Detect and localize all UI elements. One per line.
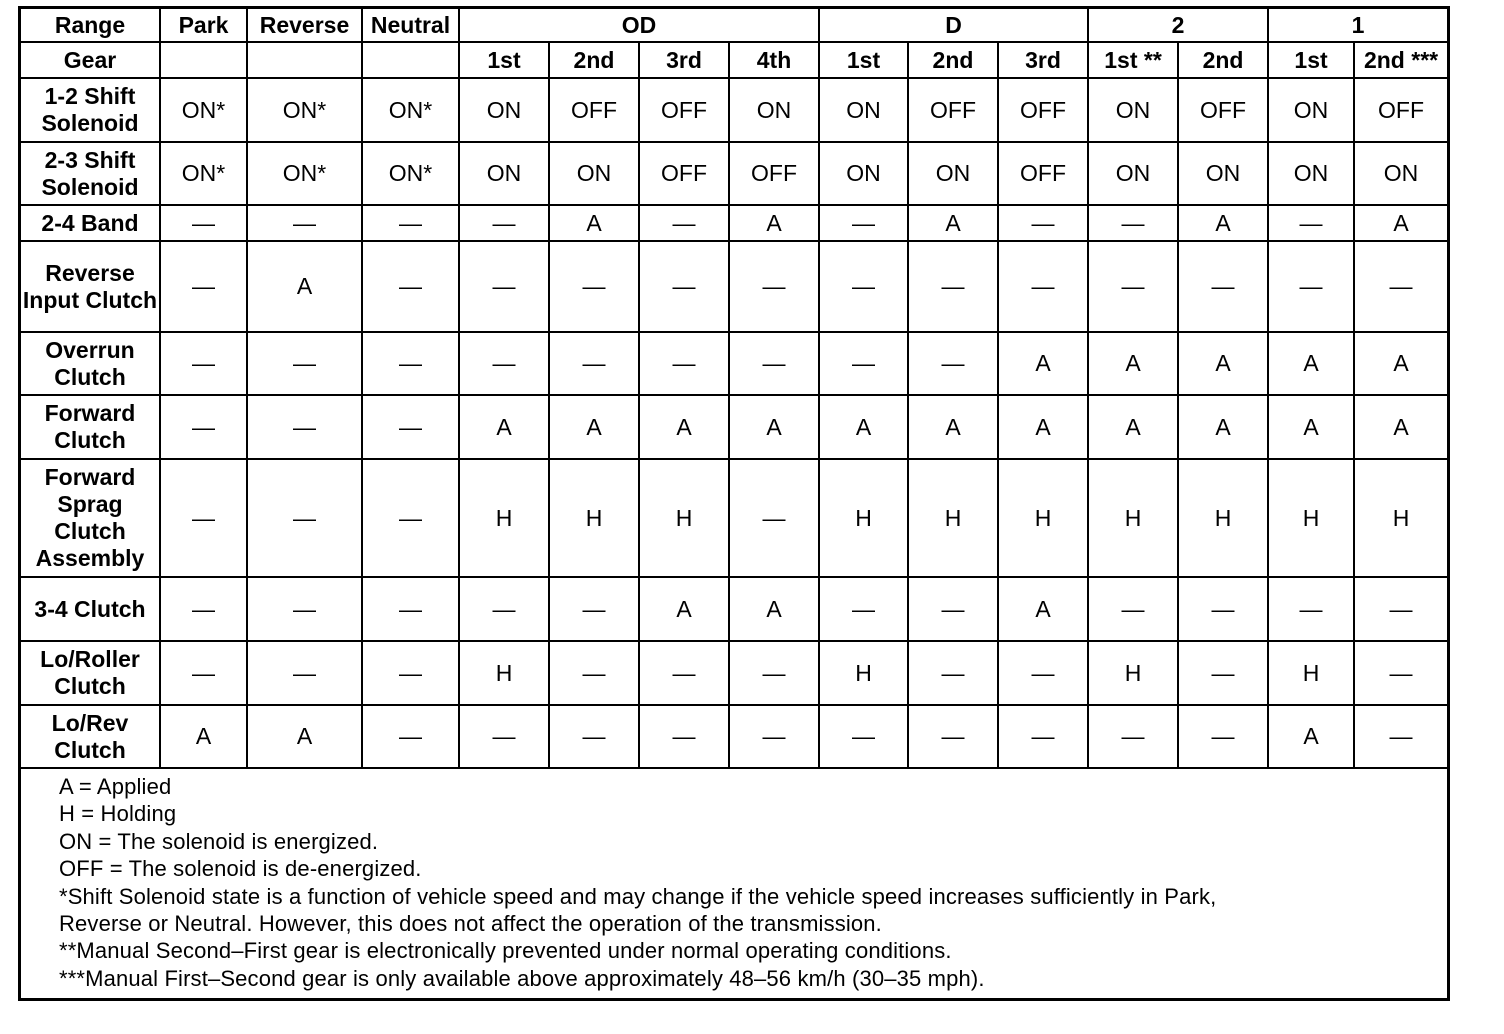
table-row <box>21 332 1447 395</box>
table-row <box>21 705 1447 768</box>
table-cell: A <box>729 577 819 641</box>
table-cell: H <box>1268 641 1354 705</box>
table-cell: ON* <box>247 142 362 205</box>
table-cell: — <box>639 705 729 768</box>
table-cell: H <box>1088 641 1178 705</box>
table-cell: OFF <box>998 142 1088 205</box>
table-cell: — <box>1354 241 1447 332</box>
table-cell: — <box>908 577 998 641</box>
table-cell: ON <box>549 142 639 205</box>
gear-header-cell <box>247 42 362 78</box>
table-row <box>21 142 1447 205</box>
table-cell: A <box>1268 705 1354 768</box>
table-cell: — <box>998 641 1088 705</box>
gear-header-cell: 4th <box>729 42 819 78</box>
table-cell: A <box>998 577 1088 641</box>
range-header-cell: OD <box>459 9 819 42</box>
table-cell: ON* <box>362 78 459 142</box>
table-cell: ON <box>1178 142 1268 205</box>
gear-header-cell: 2nd <box>908 42 998 78</box>
note-line: **Manual Second–First gear is electronically prevented under normal operating conditions. <box>59 938 952 964</box>
table-cell: H <box>459 459 549 577</box>
table-cell: — <box>362 459 459 577</box>
table-cell: — <box>819 332 908 395</box>
table-row <box>21 577 1447 641</box>
table-cell: A <box>1088 395 1178 459</box>
table-cell: — <box>729 641 819 705</box>
table-cell: A <box>908 205 998 241</box>
gear-header-cell: 2nd *** <box>1354 42 1447 78</box>
table-cell: H <box>1088 459 1178 577</box>
row-label: 3-4 Clutch <box>21 577 160 641</box>
table-cell: ON <box>459 78 549 142</box>
table-cell: ON <box>459 142 549 205</box>
table-cell: H <box>459 641 549 705</box>
table-cell: OFF <box>639 78 729 142</box>
table-cell: — <box>1354 705 1447 768</box>
row-label: Reverse Input Clutch <box>21 241 160 332</box>
table-cell: — <box>729 705 819 768</box>
table-cell: H <box>549 459 639 577</box>
table-cell: A <box>1354 205 1447 241</box>
table-cell: — <box>362 205 459 241</box>
legend-notes <box>21 769 1447 998</box>
table-cell: — <box>639 641 729 705</box>
row-label: Forward Sprag Clutch Assembly <box>21 459 160 577</box>
table-cell: — <box>459 332 549 395</box>
gear-header-cell: 3rd <box>639 42 729 78</box>
table-cell: A <box>1178 395 1268 459</box>
table-cell: A <box>1268 395 1354 459</box>
table-cell: ON <box>1088 142 1178 205</box>
table-cell: — <box>549 705 639 768</box>
table-cell: H <box>1178 459 1268 577</box>
table-cell: A <box>1178 332 1268 395</box>
table-cell: — <box>1178 641 1268 705</box>
table-cell: A <box>729 205 819 241</box>
table-cell: OFF <box>549 78 639 142</box>
range-header-cell: 2 <box>1088 9 1268 42</box>
table-cell: A <box>1354 395 1447 459</box>
range-header-cell: Reverse <box>247 9 362 42</box>
table-cell: A <box>639 395 729 459</box>
table-cell: OFF <box>998 78 1088 142</box>
table-cell: OFF <box>1178 78 1268 142</box>
row-label: Lo/Roller Clutch <box>21 641 160 705</box>
shift-chart <box>18 6 1450 1001</box>
table-cell: — <box>908 241 998 332</box>
range-label: Range <box>21 9 160 42</box>
table-cell: — <box>729 459 819 577</box>
table-cell: H <box>998 459 1088 577</box>
table-cell: — <box>1354 641 1447 705</box>
table-cell: — <box>459 241 549 332</box>
table-row <box>21 459 1447 577</box>
gear-header-cell <box>362 42 459 78</box>
table-cell: — <box>998 241 1088 332</box>
table-cell: — <box>247 459 362 577</box>
gear-header-cell: 1st <box>819 42 908 78</box>
table-cell: — <box>1268 205 1354 241</box>
table-cell: A <box>1354 332 1447 395</box>
table-cell: — <box>247 577 362 641</box>
table-cell: — <box>729 241 819 332</box>
table-cell: — <box>908 332 998 395</box>
table-cell: ON* <box>160 142 247 205</box>
gear-header-cell: 1st <box>1268 42 1354 78</box>
row-label: 2-4 Band <box>21 205 160 241</box>
table-cell: — <box>459 705 549 768</box>
table-cell: A <box>908 395 998 459</box>
table-cell: — <box>160 641 247 705</box>
note-line: OFF = The solenoid is de-energized. <box>59 856 422 882</box>
gear-header-cell <box>160 42 247 78</box>
table-row <box>21 78 1447 142</box>
table-cell: A <box>247 241 362 332</box>
table-cell: ON <box>908 142 998 205</box>
gear-header-cell: 2nd <box>549 42 639 78</box>
table-cell: A <box>1268 332 1354 395</box>
table-cell: — <box>459 577 549 641</box>
note-line: *Shift Solenoid state is a function of vehicle speed and may change if the vehicle speed increases sufficiently in Park, <box>59 883 1217 909</box>
table-cell: — <box>1354 577 1447 641</box>
table-row <box>21 641 1447 705</box>
table-cell: A <box>549 395 639 459</box>
table-cell: — <box>160 205 247 241</box>
note-line: H = Holding <box>59 801 177 827</box>
gear-header-cell: 1st ** <box>1088 42 1178 78</box>
table-cell: A <box>1088 332 1178 395</box>
row-label: 2-3 Shift Solenoid <box>21 142 160 205</box>
table-cell: — <box>549 332 639 395</box>
table-cell: — <box>908 705 998 768</box>
note-line: A = Applied <box>59 774 172 799</box>
range-header-row <box>21 9 1447 42</box>
table-cell: H <box>639 459 729 577</box>
range-header-cell: Neutral <box>362 9 459 42</box>
table-cell: H <box>1268 459 1354 577</box>
gear-header-cell: 2nd <box>1178 42 1268 78</box>
table-cell: OFF <box>729 142 819 205</box>
table-cell: — <box>729 332 819 395</box>
table-cell: — <box>1268 577 1354 641</box>
table-row <box>21 205 1447 241</box>
table-cell: — <box>160 459 247 577</box>
table-cell: A <box>639 577 729 641</box>
table-cell: — <box>819 205 908 241</box>
row-label: 1-2 Shift Solenoid <box>21 78 160 142</box>
table-cell: — <box>362 395 459 459</box>
table-cell: — <box>549 641 639 705</box>
row-label: Forward Clutch <box>21 395 160 459</box>
table-cell: — <box>362 641 459 705</box>
table-cell: ON <box>819 78 908 142</box>
note-line: ON = The solenoid is energized. <box>59 828 379 854</box>
table-cell: — <box>549 577 639 641</box>
table-cell: A <box>819 395 908 459</box>
table-cell: ON* <box>160 78 247 142</box>
table-cell: OFF <box>908 78 998 142</box>
table-cell: — <box>1088 241 1178 332</box>
table-cell: — <box>1088 577 1178 641</box>
table-cell: ON <box>1268 78 1354 142</box>
table-cell: — <box>1088 705 1178 768</box>
gear-label: Gear <box>21 42 160 78</box>
table-cell: — <box>819 705 908 768</box>
table-cell: — <box>908 641 998 705</box>
table-cell: — <box>160 332 247 395</box>
table-cell: H <box>1354 459 1447 577</box>
shift-table <box>21 9 1447 769</box>
table-cell: — <box>160 577 247 641</box>
table-cell: — <box>1178 705 1268 768</box>
table-cell: OFF <box>639 142 729 205</box>
table-cell: — <box>362 241 459 332</box>
table-cell: — <box>639 205 729 241</box>
table-cell: ON <box>1268 142 1354 205</box>
table-cell: — <box>247 395 362 459</box>
table-cell: OFF <box>1354 78 1447 142</box>
table-row <box>21 395 1447 459</box>
table-cell: — <box>160 395 247 459</box>
table-cell: — <box>639 332 729 395</box>
table-cell: — <box>1088 205 1178 241</box>
table-cell: — <box>247 332 362 395</box>
range-header-cell: Park <box>160 9 247 42</box>
table-cell: A <box>549 205 639 241</box>
table-cell: — <box>819 577 908 641</box>
row-label: Overrun Clutch <box>21 332 160 395</box>
table-cell: — <box>459 205 549 241</box>
table-cell: H <box>819 641 908 705</box>
table-cell: — <box>1178 241 1268 332</box>
note-line: ***Manual First–Second gear is only available above approximately 48–56 km/h (30–35 mph). <box>59 965 985 991</box>
table-cell: — <box>160 241 247 332</box>
range-header-cell: D <box>819 9 1088 42</box>
table-cell: — <box>998 705 1088 768</box>
table-cell: ON <box>1354 142 1447 205</box>
table-cell: A <box>160 705 247 768</box>
gear-header-row <box>21 42 1447 78</box>
row-label: Lo/Rev Clutch <box>21 705 160 768</box>
note-line: Reverse or Neutral. However, this does not affect the operation of the transmission. <box>59 911 882 937</box>
gear-header-cell: 3rd <box>998 42 1088 78</box>
table-cell: — <box>1268 241 1354 332</box>
table-cell: — <box>362 705 459 768</box>
table-cell: A <box>998 332 1088 395</box>
table-cell: — <box>1178 577 1268 641</box>
table-cell: ON <box>1088 78 1178 142</box>
table-cell: H <box>908 459 998 577</box>
table-cell: — <box>362 577 459 641</box>
table-cell: H <box>819 459 908 577</box>
table-cell: A <box>729 395 819 459</box>
table-cell: ON <box>819 142 908 205</box>
range-header-cell: 1 <box>1268 9 1447 42</box>
table-cell: A <box>459 395 549 459</box>
gear-header-cell: 1st <box>459 42 549 78</box>
table-cell: — <box>819 241 908 332</box>
table-cell: A <box>998 395 1088 459</box>
table-cell: ON* <box>362 142 459 205</box>
table-row <box>21 241 1447 332</box>
table-cell: — <box>247 641 362 705</box>
table-cell: — <box>549 241 639 332</box>
table-cell: — <box>639 241 729 332</box>
table-cell: A <box>247 705 362 768</box>
table-cell: — <box>998 205 1088 241</box>
table-cell: — <box>247 205 362 241</box>
table-cell: ON* <box>247 78 362 142</box>
table-cell: A <box>1178 205 1268 241</box>
table-cell: — <box>362 332 459 395</box>
table-cell: ON <box>729 78 819 142</box>
